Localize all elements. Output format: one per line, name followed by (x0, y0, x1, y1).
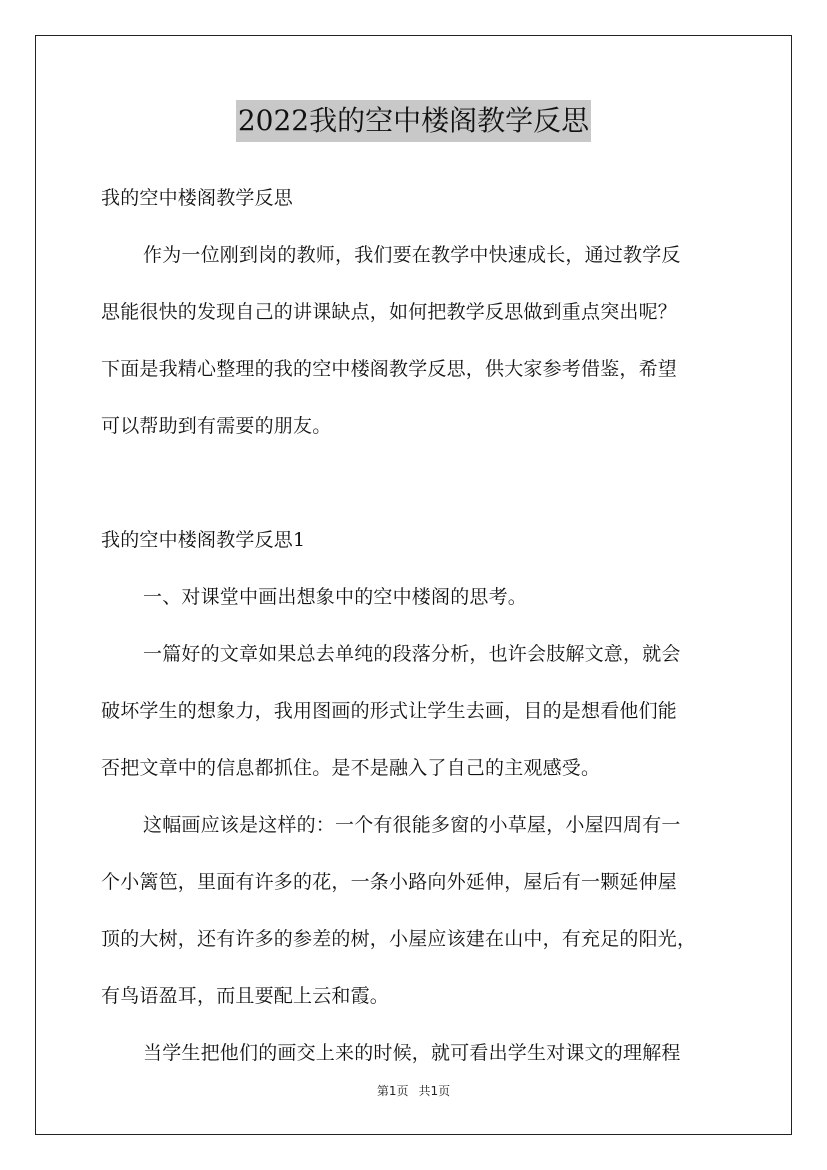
blank-line (101, 455, 731, 512)
paragraph-line: 这幅画应该是这样的：一个有很能多窗的小草屋，小屋四周有一 (143, 814, 681, 836)
document-title: 2022我的空中楼阁教学反思 (236, 100, 591, 142)
paragraph-line: 破坏学生的想象力，我用图画的形式让学生去画，目的是想看他们能 (101, 700, 678, 722)
document-body (101, 170, 731, 1082)
paragraph-line: 一、对课堂中画出想象中的空中楼阁的思考。 (143, 586, 528, 608)
subtitle: 我的空中楼阁教学反思 (101, 187, 294, 209)
section-heading: 我的空中楼阁教学反思1 (101, 529, 306, 551)
title-container (0, 100, 827, 142)
paragraph-line: 思能很快的发现自己的讲课缺点，如何把教学反思做到重点突出呢？ (101, 301, 678, 323)
paragraph-line: 可以帮助到有需要的朋友。 (101, 415, 332, 437)
paragraph-line: 作为一位刚到岗的教师，我们要在教学中快速成长，通过教学反 (143, 244, 681, 266)
paragraph-line: 有鸟语盈耳，而且要配上云和霞。 (101, 985, 390, 1007)
paragraph-line: 否把文章中的信息都抓住。是不是融入了自己的主观感受。 (101, 757, 601, 779)
page-total: 共1页 (418, 1084, 451, 1098)
paragraph-line: 个小篱笆，里面有许多的花，一条小路向外延伸，屋后有一颗延伸屋 (101, 871, 678, 893)
page-footer (0, 1082, 827, 1100)
paragraph-line: 下面是我精心整理的我的空中楼阁教学反思，供大家参考借鉴，希望 (101, 358, 678, 380)
paragraph-line: 当学生把他们的画交上来的时候，就可看出学生对课文的理解程 (143, 1042, 681, 1064)
page-number: 第1页 (376, 1084, 409, 1098)
paragraph-line: 一篇好的文章如果总去单纯的段落分析，也许会肢解文意，就会 (143, 643, 681, 665)
paragraph-line: 顶的大树，还有许多的参差的树，小屋应该建在山中，有充足的阳光， (101, 928, 697, 950)
